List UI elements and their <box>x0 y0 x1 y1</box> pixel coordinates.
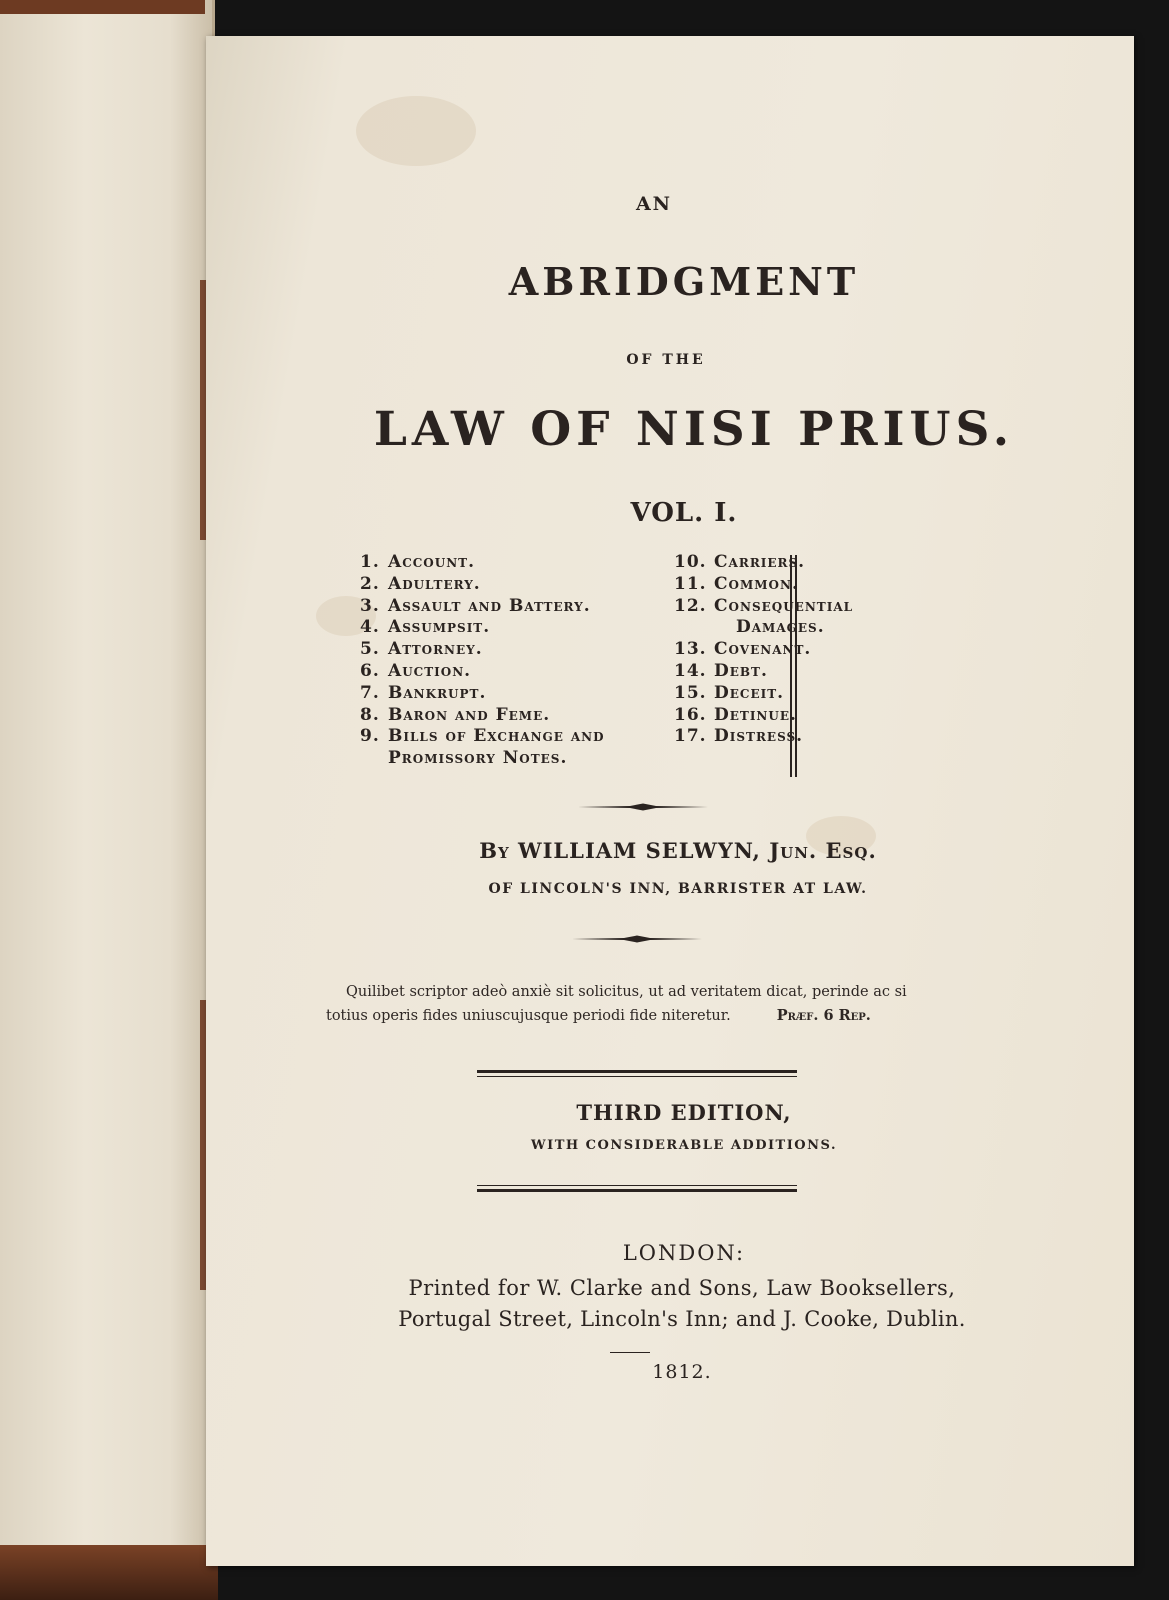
entry-number: 10. <box>674 552 707 572</box>
epigraph-line: totius operis fides uniuscujusque periodi fide niteretur. <box>326 1008 731 1024</box>
entry-title: Attorney. <box>388 639 483 660</box>
contents-entry <box>674 661 914 683</box>
imprint-city: LONDON: <box>622 1241 746 1265</box>
imprint-year: 1812. <box>652 1361 712 1383</box>
entry-title: Account. <box>388 552 476 572</box>
binding-top <box>0 0 205 14</box>
double-rule <box>477 1076 797 1077</box>
title-of-the: OF THE <box>626 352 706 368</box>
epigraph-line-with-ref <box>326 1004 956 1028</box>
entry-number: 8. <box>360 704 380 725</box>
short-rule <box>610 1352 650 1353</box>
entry-number: 15. <box>674 682 707 703</box>
imprint-address: Portugal Street, Lincoln's Inn; and J. Cooke, Dublin. <box>398 1307 966 1331</box>
contents-list <box>356 552 876 814</box>
contents-entry <box>674 683 914 705</box>
binding-bottom <box>0 1545 218 1600</box>
entry-title-continuation: Promissory Notes. <box>388 748 568 769</box>
entry-title: Bankrupt. <box>388 682 487 703</box>
foxing-stain <box>356 96 476 166</box>
entry-number: 16. <box>674 704 707 725</box>
contents-entry <box>360 574 650 596</box>
contents-column-right <box>674 552 914 748</box>
contents-entry <box>360 683 650 705</box>
entry-number: 3. <box>360 595 380 616</box>
contents-entry-continuation <box>360 748 650 770</box>
main-title: LAW OF NISI PRIUS. <box>373 402 1015 457</box>
contents-entry <box>674 552 914 574</box>
epigraph-line: Quilibet scriptor adeò anxiè sit solicitus, ut ad veritatem dicat, perinde ac si <box>346 984 907 1000</box>
ornament-rule-icon <box>572 935 702 943</box>
contents-entry <box>674 705 914 727</box>
entry-number: 9. <box>360 726 380 747</box>
entry-title: Assumpsit. <box>388 617 491 638</box>
entry-number: 14. <box>674 660 707 681</box>
ornament-rule-icon <box>578 803 708 811</box>
entry-number: 6. <box>360 660 380 681</box>
author-affiliation: OF LINCOLN'S INN, BARRISTER AT LAW. <box>488 881 868 897</box>
entry-title: Assault and Battery. <box>388 595 591 616</box>
entry-title: Consequential <box>714 595 854 616</box>
entry-title: Auction. <box>388 660 472 681</box>
contents-entry <box>674 726 914 748</box>
contents-entry-continuation <box>674 617 914 639</box>
entry-number: 11. <box>674 573 707 594</box>
edition-title: THIRD EDITION, <box>576 1100 792 1125</box>
entry-number: 1. <box>360 552 380 572</box>
byline-by: By <box>479 838 510 863</box>
contents-entry <box>674 639 914 661</box>
facing-page <box>0 0 215 1600</box>
double-rule <box>477 1185 797 1186</box>
entry-title: Covenant. <box>714 639 812 660</box>
contents-entry <box>360 705 650 727</box>
contents-entry <box>360 661 650 683</box>
entry-title: Detinue. <box>714 704 797 725</box>
volume-label: VOL. I. <box>630 498 738 528</box>
contents-column-left <box>360 552 650 770</box>
author-name: WILLIAM SELWYN, <box>518 838 761 863</box>
entry-title: Debt. <box>714 660 768 681</box>
imprint-printer: Printed for W. Clarke and Sons, Law Booksellers, <box>408 1276 956 1300</box>
contents-entry <box>360 596 650 618</box>
contents-entry <box>674 574 914 596</box>
author-suffix: Jun. Esq. <box>769 838 877 863</box>
entry-number: 17. <box>674 726 707 747</box>
contents-entry <box>360 726 650 748</box>
entry-title: Baron and Feme. <box>388 704 551 725</box>
entry-title: Bills of Exchange and <box>388 726 605 747</box>
entry-title: Distress. <box>714 726 804 747</box>
epigraph-reference: Præf. 6 Rep. <box>776 1007 871 1024</box>
edition-subtitle: WITH CONSIDERABLE ADDITIONS. <box>531 1138 837 1153</box>
entry-title-continuation: Damages. <box>736 617 825 638</box>
entry-number: 5. <box>360 639 380 660</box>
contents-entry <box>360 639 650 661</box>
double-rule <box>477 1070 797 1073</box>
entry-number: 13. <box>674 639 707 660</box>
contents-entry <box>360 617 650 639</box>
contents-entry <box>360 552 650 574</box>
entry-title: Common. <box>714 573 799 594</box>
entry-title: Carriers. <box>714 552 806 572</box>
title-page <box>206 36 1134 1566</box>
epigraph <box>326 980 956 1028</box>
entry-title: Adultery. <box>388 573 481 594</box>
entry-number: 2. <box>360 573 380 594</box>
contents-entry <box>674 596 914 618</box>
entry-number: 7. <box>360 682 380 703</box>
title-an: AN <box>635 193 673 215</box>
author-byline <box>214 838 1142 863</box>
title-abridgment: ABRIDGMENT <box>508 259 860 304</box>
entry-title: Deceit. <box>714 682 785 703</box>
entry-number: 12. <box>674 595 707 616</box>
entry-number: 4. <box>360 617 380 638</box>
double-rule <box>477 1189 797 1192</box>
